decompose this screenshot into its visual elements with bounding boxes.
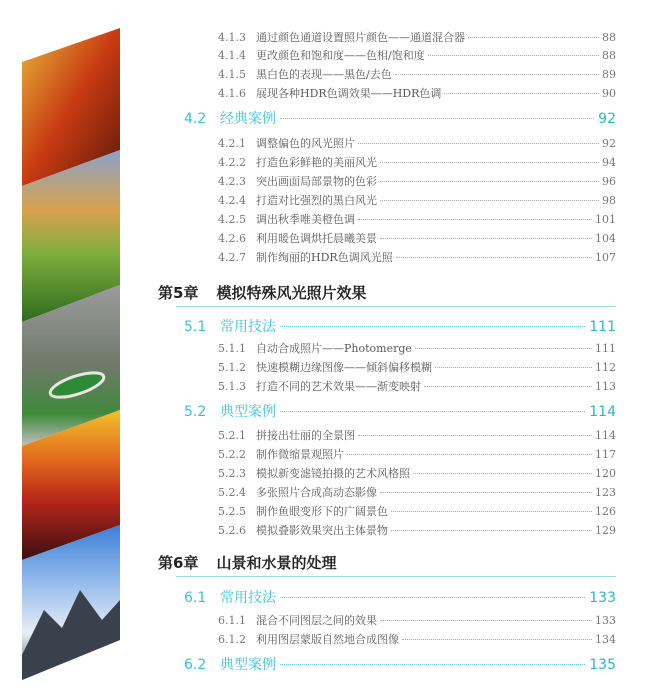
toc-entry-4-2-1[interactable] xyxy=(218,135,616,153)
section-number: 5.2 xyxy=(184,404,207,420)
leader-dots xyxy=(380,200,599,201)
entry-number: 4.1.3 xyxy=(218,31,246,44)
entry-page: 96 xyxy=(602,175,616,188)
section-page: 92 xyxy=(598,111,616,127)
entry-title: 模拟新变滤镜拍摄的艺术风格照 xyxy=(256,467,410,480)
toc-entry-5-1-1[interactable] xyxy=(218,340,616,358)
toc-entry-4-2-5[interactable] xyxy=(218,211,616,229)
leader-dots xyxy=(415,348,592,349)
entry-number: 5.2.6 xyxy=(218,524,246,537)
toc-section-6-1[interactable] xyxy=(184,587,616,609)
leader-dots xyxy=(391,530,592,531)
entry-number: 5.2.5 xyxy=(218,505,246,518)
entry-page: 134 xyxy=(595,633,616,646)
entry-title: 制作绚丽的HDR色调风光照 xyxy=(256,251,393,264)
toc-entry-5-2-5[interactable] xyxy=(218,503,616,521)
leader-dots xyxy=(468,37,599,38)
toc-entry-4-1-3[interactable] xyxy=(218,29,616,47)
toc-entry-4-2-2[interactable] xyxy=(218,154,616,172)
section-page: 114 xyxy=(589,404,616,420)
entry-page: 107 xyxy=(595,251,616,264)
toc-entry-4-2-6[interactable] xyxy=(218,230,616,248)
leader-dots xyxy=(413,473,592,474)
entry-title: 打造对比强烈的黑白风光 xyxy=(256,194,377,207)
leader-dots xyxy=(395,74,599,75)
leader-dots xyxy=(435,367,592,368)
toc-entry-5-1-2[interactable] xyxy=(218,359,616,377)
toc-entry-4-1-4[interactable] xyxy=(218,47,616,65)
leader-dots xyxy=(428,55,599,56)
entry-page: 113 xyxy=(595,380,616,393)
entry-page: 94 xyxy=(602,156,616,169)
entry-number: 4.1.4 xyxy=(218,49,246,62)
entry-number: 4.2.5 xyxy=(218,213,246,226)
entry-number: 5.2.1 xyxy=(218,429,246,442)
toc-section-5-1[interactable] xyxy=(184,316,616,338)
entry-title: 利用图层蒙版自然地合成图像 xyxy=(256,633,399,646)
leader-dots xyxy=(380,492,592,493)
entry-page: 117 xyxy=(595,448,616,461)
entry-page: 88 xyxy=(602,49,616,62)
entry-title: 调整偏色的风光照片 xyxy=(256,137,355,150)
section-number: 5.1 xyxy=(184,319,207,335)
entry-page: 88 xyxy=(602,31,616,44)
leader-dots xyxy=(380,238,592,239)
section-page: 133 xyxy=(589,590,616,606)
entry-number: 4.2.3 xyxy=(218,175,246,188)
entry-title: 更改颜色和饱和度——色相/饱和度 xyxy=(256,49,425,62)
entry-number: 5.1.2 xyxy=(218,361,246,374)
chapter-divider xyxy=(176,306,616,307)
toc-section-6-2[interactable] xyxy=(184,654,616,676)
entry-page: 111 xyxy=(595,342,616,355)
entry-page: 123 xyxy=(595,486,616,499)
chapter-divider xyxy=(176,576,616,577)
leader-dots xyxy=(280,326,585,327)
toc-entry-4-1-6[interactable] xyxy=(218,85,616,103)
leader-dots xyxy=(280,664,585,665)
entry-number: 4.1.6 xyxy=(218,87,246,100)
toc-section-5-2[interactable] xyxy=(184,401,616,423)
entry-page: 90 xyxy=(602,87,616,100)
section-number: 6.1 xyxy=(184,590,207,606)
entry-page: 112 xyxy=(595,361,616,374)
entry-title: 展现各种HDR色调效果——HDR色调 xyxy=(256,87,442,100)
section-number: 6.2 xyxy=(184,657,207,673)
entry-title: 突出画面局部景物的色彩 xyxy=(256,175,377,188)
entry-page: 98 xyxy=(602,194,616,207)
entry-number: 6.1.1 xyxy=(218,614,246,627)
chapter-6-heading[interactable] xyxy=(158,552,336,576)
leader-dots xyxy=(402,639,592,640)
entry-title: 混合不同图层之间的效果 xyxy=(256,614,377,627)
section-title: 典型案例 xyxy=(220,657,276,673)
entry-number: 5.1.3 xyxy=(218,380,246,393)
entry-number: 4.1.5 xyxy=(218,68,246,81)
section-title: 常用技法 xyxy=(220,319,276,335)
entry-title: 利用暖色调烘托晨曦美景 xyxy=(256,232,377,245)
entry-number: 5.2.3 xyxy=(218,467,246,480)
toc-entry-5-2-3[interactable] xyxy=(218,465,616,483)
chapter-title: 山景和水景的处理 xyxy=(216,554,337,572)
entry-number: 4.2.6 xyxy=(218,232,246,245)
leader-dots xyxy=(358,143,599,144)
section-number: 4.2 xyxy=(184,111,207,127)
section-title: 经典案例 xyxy=(220,111,276,127)
entry-title: 黑白色的表现——黑色/去色 xyxy=(256,68,392,81)
toc-entry-4-2-4[interactable] xyxy=(218,192,616,210)
entry-number: 5.1.1 xyxy=(218,342,246,355)
leader-dots xyxy=(280,411,585,412)
entry-title: 模拟叠影效果突出主体景物 xyxy=(256,524,388,537)
entry-number: 6.1.2 xyxy=(218,633,246,646)
toc-entry-5-2-6[interactable] xyxy=(218,522,616,540)
toc-entry-6-1-2[interactable] xyxy=(218,631,616,649)
entry-title: 拼接出壮丽的全景图 xyxy=(256,429,355,442)
entry-page: 133 xyxy=(595,614,616,627)
toc-entry-5-1-3[interactable] xyxy=(218,378,616,396)
entry-title: 多张照片合成高动态影像 xyxy=(256,486,377,499)
entry-title: 制作鱼眼变形下的广阔景色 xyxy=(256,505,388,518)
section-page: 135 xyxy=(589,657,616,673)
entry-page: 104 xyxy=(595,232,616,245)
entry-page: 114 xyxy=(595,429,616,442)
leader-dots xyxy=(444,93,599,94)
entry-title: 快速模糊边缘图像——倾斜偏移模糊 xyxy=(256,361,432,374)
entry-number: 4.2.7 xyxy=(218,251,246,264)
entry-title: 制作微缩景观照片 xyxy=(256,448,344,461)
section-title: 常用技法 xyxy=(220,590,276,606)
leader-dots xyxy=(358,219,592,220)
leader-dots xyxy=(380,181,599,182)
entry-page: 101 xyxy=(595,213,616,226)
leader-dots xyxy=(380,162,599,163)
entry-page: 129 xyxy=(595,524,616,537)
leader-dots xyxy=(380,620,592,621)
chapter-5-heading[interactable] xyxy=(158,282,366,306)
leader-dots xyxy=(280,597,585,598)
chapter-label: 第5章 xyxy=(158,284,199,302)
entry-number: 4.2.4 xyxy=(218,194,246,207)
section-title: 典型案例 xyxy=(220,404,276,420)
toc-entry-4-2-3[interactable] xyxy=(218,173,616,191)
leader-dots xyxy=(280,118,594,119)
leader-dots xyxy=(358,435,592,436)
entry-number: 4.2.1 xyxy=(218,137,246,150)
toc-entry-4-2-7[interactable] xyxy=(218,249,616,267)
toc-entry-4-1-5[interactable] xyxy=(218,66,616,84)
entry-page: 92 xyxy=(602,137,616,150)
entry-page: 89 xyxy=(602,68,616,81)
leader-dots xyxy=(391,511,592,512)
entry-title: 通过颜色通道设置照片颜色——通道混合器 xyxy=(256,31,465,44)
toc-entry-5-2-2[interactable] xyxy=(218,446,616,464)
leader-dots xyxy=(396,257,592,258)
entry-number: 5.2.2 xyxy=(218,448,246,461)
entry-page: 120 xyxy=(595,467,616,480)
entry-title: 打造不同的艺术效果——渐变映射 xyxy=(256,380,421,393)
toc-section-4-2[interactable] xyxy=(184,108,616,130)
leader-dots xyxy=(424,386,592,387)
entry-page: 126 xyxy=(595,505,616,518)
entry-number: 4.2.2 xyxy=(218,156,246,169)
entry-title: 打造色彩鲜艳的美丽风光 xyxy=(256,156,377,169)
entry-number: 5.2.4 xyxy=(218,486,246,499)
chapter-title: 模拟特殊风光照片效果 xyxy=(216,284,367,302)
section-page: 111 xyxy=(589,319,616,335)
toc-entry-5-2-4[interactable] xyxy=(218,484,616,502)
toc-entry-5-2-1[interactable] xyxy=(218,427,616,445)
toc-entry-6-1-1[interactable] xyxy=(218,612,616,630)
entry-title: 自动合成照片——Photomerge xyxy=(256,342,412,355)
leader-dots xyxy=(347,454,592,455)
entry-title: 调出秋季唯美橙色调 xyxy=(256,213,355,226)
chapter-label: 第6章 xyxy=(158,554,199,572)
